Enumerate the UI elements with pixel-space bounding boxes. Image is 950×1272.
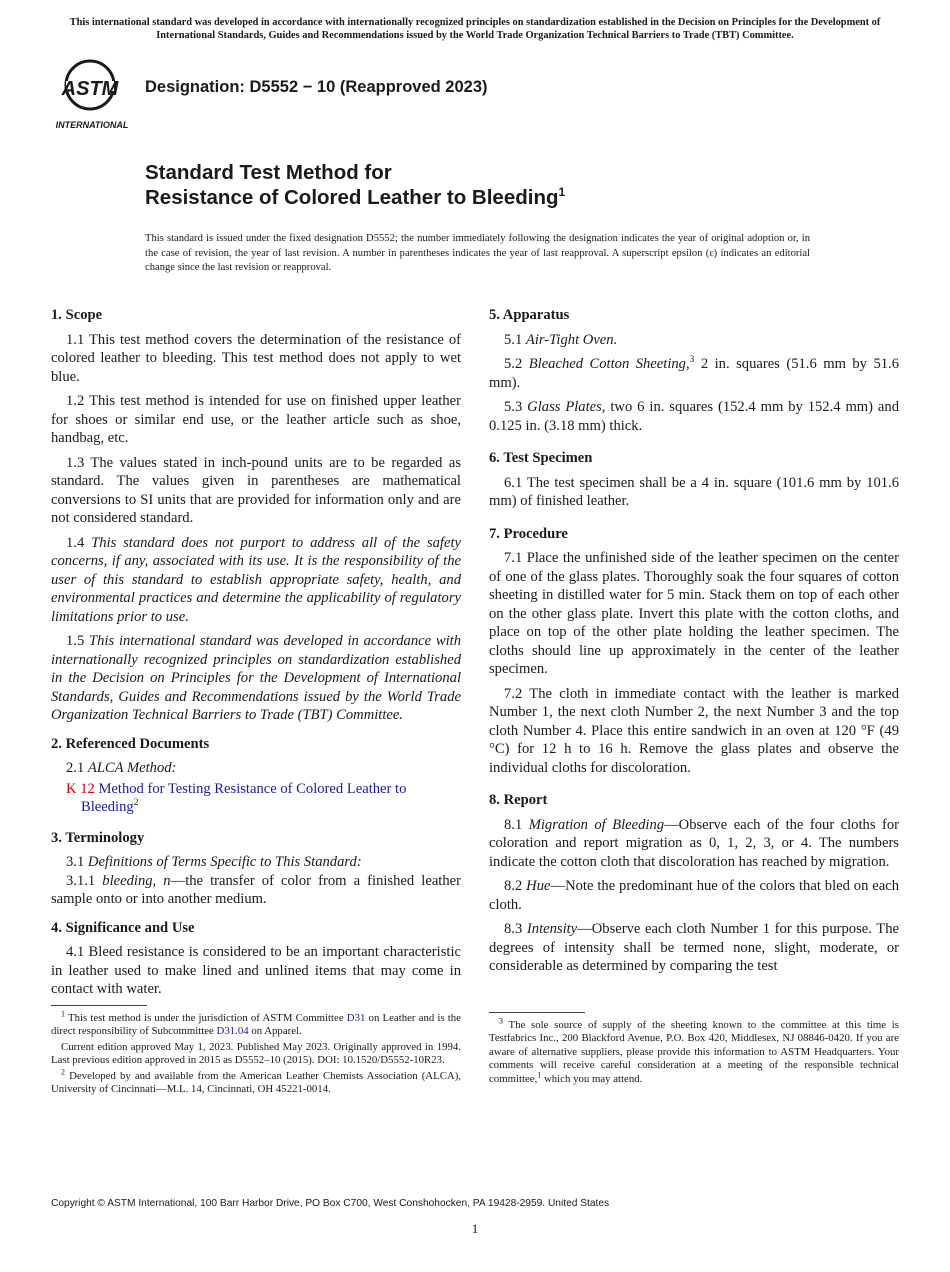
paragraph-8-1: 8.1 Migration of Bleeding—Observe each of the four cloths for coloration and report migration as 0, 1, 2, 3, or 4. The numbers indicate the cotton cloth that discoloration has reached by migration. <box>489 816 899 870</box>
footnote-divider <box>51 1005 147 1006</box>
section-heading-apparatus: 5. Apparatus <box>489 307 570 323</box>
designation: Designation: D5552 − 10 (Reapproved 2023) <box>145 78 488 96</box>
standards-notice: This international standard was developed in accordance with internationally recognized principles on standardization established in the Decision on Principles for the Development of International Standards, Guides and Recommendations issued by the World Trade Organization Technical Barriers to Trade (TBT) Committee. <box>69 17 881 41</box>
section-heading-report: 8. Report <box>489 792 548 808</box>
paragraph-5-2: 5.2 Bleached Cotton Sheeting,$^3$ 2 in. squares (51.6 mm by 51.6 mm). <box>489 355 899 391</box>
footnote-1: $^1$ This test method is under the jurisdiction of ASTM Committee D31 on Leather and is the direct responsibility of Subcommittee D31.04 on Apparel. <box>51 1008 461 1038</box>
section-heading-procedure: 7. Procedure <box>489 525 568 542</box>
paragraph-5-1: 5.1 Air-Tight Oven. <box>504 331 618 348</box>
astm-logo <box>52 55 136 133</box>
paragraph-7-1: 7.1 Place the unfinished side of the leather specimen on the center of one of the glass plates. Thoroughly soak the four squares of cotton sheeting in distilled water for 5 min. Stack them on top of each other on the other glass plate. Invert this plate with the cotton cloths, and place on top of the other plate holding the leather specimen. The cloths should line up approximately in the center of the leather specimen. <box>489 550 899 677</box>
reference-k12[interactable]: K 12 Method for Testing Resistance of Colored Leather to Bleeding$^2$ <box>66 780 407 815</box>
paragraph-1-3: 1.3 The values stated in inch-pound units are to be regarded as standard. The values given in parentheses are mathematical conversions to SI units that are provided for information only and are not considered standard. <box>51 454 461 526</box>
footnote-2: $^2$ Developed by and available from the American Leather Chemists Association (ALCA), University of Cincinnati—M.L. 14, Cincinnati, OH 45221-0014. <box>51 1067 461 1096</box>
copyright-notice: Copyright © ASTM International, 100 Barr Harbor Drive, PO Box C700, West Conshohocken, PA 19428-2959. United States <box>51 1198 610 1209</box>
section-heading-scope: 1. Scope <box>51 307 103 323</box>
footnote-divider-right <box>489 1012 585 1013</box>
document-title <box>145 160 565 210</box>
paragraph-1-5: 1.5 This international standard was developed in accordance with internationally recognized principles on standardization established in the Decision on Principles for the Development of International Standards, Guides and Recommendations issued by the World Trade Organization Technical Barriers to Trade (TBT) Committee. <box>51 633 462 723</box>
paragraph-3-1: 3.1 Definitions of Terms Specific to This Standard: <box>66 854 362 870</box>
issued-note: This standard is issued under the fixed designation D5552; the number immediately following the designation indicates the year of original adoption or, in the case of revision, the year of last revision. A number in parentheses indicates the year of last reapproval. A superscript epsilon (ε) indicates an editorial change since the last revision or reapproval. <box>145 233 810 273</box>
paragraph-1-2: 1.2 This test method is intended for use on finished upper leather for shoes or similar end use, or the leather article such as shoe, handbag, etc. <box>51 393 461 446</box>
logo-text: ASTM <box>61 78 119 100</box>
paragraph-3-1-1: 3.1.1 bleeding, n—the transfer of color from a finished leather sample onto or into another medium. <box>51 872 461 907</box>
right-column <box>489 306 899 1088</box>
section-heading-referenced-documents: 2. Referenced Documents <box>51 735 210 752</box>
section-heading-significance: 4. Significance and Use <box>51 919 195 936</box>
paragraph-8-3: 8.3 Intensity—Observe each cloth Number 1 for this purpose. The degrees of intensity shall be termed none, slight, moderate, or considerable as determined by comparing the test <box>489 921 899 974</box>
paragraph-8-2: 8.2 Hue—Note the predominant hue of the colors that bled on each cloth. <box>489 878 900 913</box>
title-line-1: Standard Test Method for <box>145 161 392 184</box>
paragraph-1-4: 1.4 This standard does not purport to address all of the safety concerns, if any, associated with its use. It is the responsibility of the user of this standard to establish appropriate safety, health, and environmental practices and determine the applicability of regulatory limitations prior to use. <box>51 534 461 625</box>
footnote-1-edition: Current edition approved May 1, 2023. Published May 2023. Originally approved in 1994. Last previous edition approved in 2015 as D5552–10 (2015). DOI: 10.1520/D5552-10R23. <box>51 1040 461 1067</box>
paragraph-7-2: 7.2 The cloth in immediate contact with the leather is marked Number 1, the next cloth Number 2, the next Number 3 and the top cloth Number 4. Place this entire sandwich in an oven at 120 °F (49 °C) for 12 h to 16 h. Remove the glass plates and observe the individual cloths for discoloration. <box>489 685 899 776</box>
paragraph-4-1: 4.1 Bleed resistance is considered to be an important characteristic in leather used to make lined and unlined items that may come in contact with water. <box>51 944 461 997</box>
left-column <box>51 306 461 1099</box>
paragraph-6-1: 6.1 The test specimen shall be a 4 in. square (101.6 mm by 101.6 mm) of finished leather. <box>489 474 899 509</box>
section-heading-terminology: 3. Terminology <box>51 829 145 846</box>
paragraph-5-3: 5.3 Glass Plates, two 6 in. squares (152.4 mm by 152.4 mm) and 0.125 in. (3.18 mm) thick. <box>489 399 900 434</box>
title-line-2: Resistance of Colored Leather to Bleeding <box>145 186 559 209</box>
paragraph-2-1: 2.1 ALCA Method: <box>66 760 177 776</box>
subcommittee-link[interactable]: D31.04 <box>216 1025 249 1038</box>
title-footnote-ref[interactable]: 1 <box>558 185 566 200</box>
reference-link[interactable]: Method for Testing Resistance of Colored Leather to Bleeding <box>81 780 407 815</box>
page-number: 1 <box>471 1221 479 1236</box>
footnote-3: $^3$ The sole source of supply of the sheeting known to the committee at this time is Testfabrics Inc., 200 Blackford Avenue, P.O. Box 420, Middlesex, NJ 08846-0420. If you are aware of alternative suppliers, please provide this information to ASTM Headquarters. Your comments will receive careful consideration at a meeting of the responsible technical committee,$^1$ which you may attend. <box>489 1015 899 1085</box>
paragraph-1-1: 1.1 This test method covers the determination of the resistance of colored leather to bleeding. This test method does not apply to wet blue. <box>51 331 461 385</box>
section-heading-test-specimen: 6. Test Specimen <box>489 450 593 466</box>
committee-link[interactable]: D31 <box>346 1011 366 1024</box>
logo-subtext: INTERNATIONAL <box>55 120 129 130</box>
